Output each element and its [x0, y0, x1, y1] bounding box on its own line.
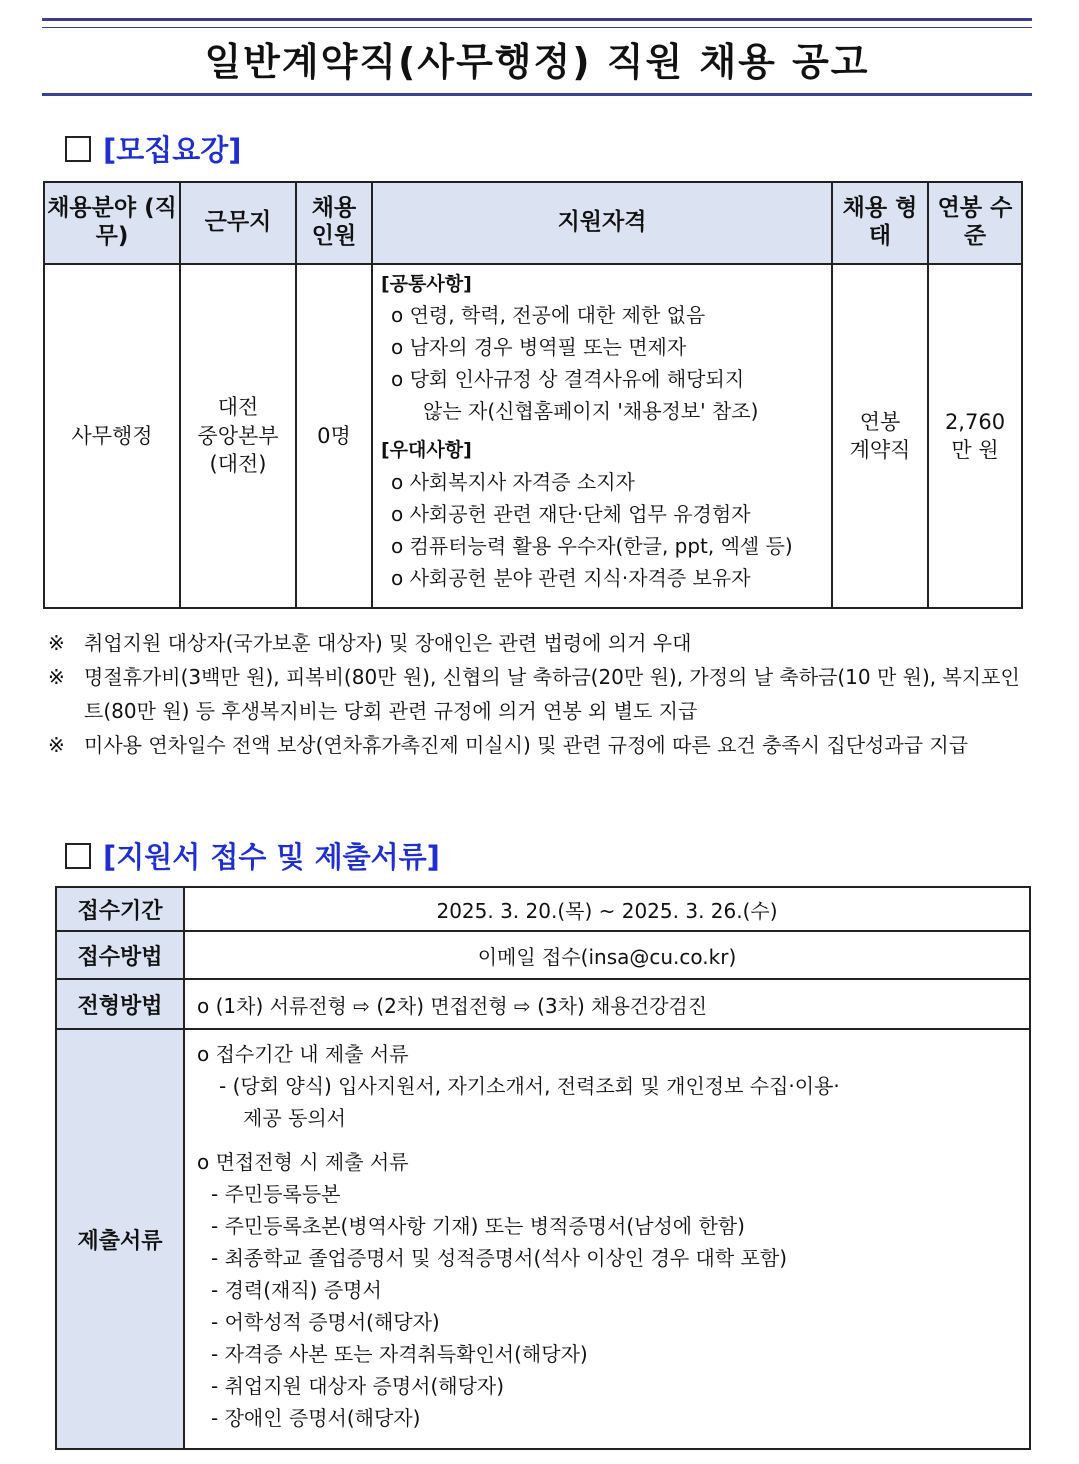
- common-heading: [공통사항]: [381, 273, 472, 295]
- notes-block: [48, 626, 1038, 762]
- process-value: o (1차) 서류전형 ⇨ (2차) 면접전형 ⇨ (3차) 채용건강검진: [184, 979, 1030, 1029]
- list-item: o 남자의 경우 병역필 또는 면제자: [391, 335, 687, 360]
- section-recruitment-title: [모집요강]: [103, 133, 242, 167]
- list-item-continuation: 제공 동의서: [243, 1106, 346, 1130]
- table-row: [56, 979, 1030, 1029]
- list-item: - 어학성적 증명서(해당자): [211, 1310, 440, 1334]
- recruitment-table-header: [44, 182, 1022, 264]
- docs-content: [184, 1029, 1030, 1449]
- cell-type: [832, 264, 928, 608]
- period-value: 2025. 3. 20.(목) ~ 2025. 3. 26.(수): [184, 887, 1030, 931]
- checkbox-square-icon: [65, 136, 91, 162]
- salary-line: 2,760: [944, 409, 1006, 434]
- type-line: 연봉: [859, 409, 901, 434]
- list-item: - 장애인 증명서(해당자): [211, 1406, 421, 1430]
- note-text: 미사용 연차일수 전액 보상(연차휴가촉진제 미실시) 및 관련 규정에 따른 요건 충족시 집단성과급 지급: [84, 733, 969, 757]
- location-line: (대전): [209, 452, 267, 477]
- method-label: 접수방법: [56, 931, 184, 979]
- application-table: [55, 886, 1031, 1450]
- note-item: [48, 728, 1038, 762]
- location-line: 중앙본부: [197, 423, 279, 448]
- note-item: [48, 660, 1038, 728]
- list-item: o 사회복지사 자격증 소지자: [391, 469, 635, 494]
- header-field: 채용분야 (직무): [44, 182, 180, 264]
- list-item: - 자격증 사본 또는 자격취득확인서(해당자): [211, 1342, 588, 1366]
- note-text: 취업지원 대상자(국가보훈 대상자) 및 장애인은 관련 법령에 의거 우대: [84, 631, 692, 655]
- header-location: 근무지: [180, 182, 296, 264]
- section-application-title: [지원서 접수 및 제출서류]: [103, 840, 440, 874]
- list-item-continuation: 않는 자(신협홈페이지 '채용정보' 참조): [423, 399, 759, 424]
- section-recruitment-heading: [65, 128, 242, 169]
- title-banner: [42, 18, 1032, 96]
- page-title: 일반계약직(사무행정) 직원 채용 공고: [204, 40, 870, 84]
- preference-heading: [우대사항]: [381, 439, 472, 462]
- header-salary: 연봉 수준: [928, 182, 1022, 264]
- section-application-heading: [65, 835, 440, 876]
- process-label: 전형방법: [56, 979, 184, 1029]
- header-qualification: 지원자격: [372, 182, 832, 264]
- reference-mark: ※: [48, 665, 65, 689]
- list-item: o 연령, 학력, 전공에 대한 제한 없음: [391, 303, 706, 328]
- recruitment-table: [43, 181, 1023, 609]
- docs-heading: o 접수기간 내 제출 서류: [197, 1042, 409, 1066]
- type-line: 계약직: [849, 438, 911, 462]
- table-row: [56, 1029, 1030, 1449]
- list-item: o 당회 인사규정 상 결격사유에 해당되지: [391, 367, 745, 392]
- table-row: [56, 931, 1030, 979]
- reference-mark: ※: [48, 733, 65, 757]
- checkbox-square-icon: [65, 843, 91, 869]
- table-row: [56, 887, 1030, 931]
- table-row: [44, 264, 1022, 608]
- note-item: [48, 626, 1038, 660]
- docs-heading: o 면접전형 시 제출 서류: [197, 1150, 409, 1174]
- reference-mark: ※: [48, 631, 65, 655]
- list-item: - 경력(재직) 증명서: [211, 1278, 382, 1302]
- list-item: - (당회 양식) 입사지원서, 자기소개서, 전력조회 및 개인정보 수집·이용·: [219, 1074, 840, 1098]
- cell-salary: [928, 264, 1022, 608]
- list-item: o 컴퓨터능력 활용 우수자(한글, ppt, 엑셀 등): [391, 533, 793, 558]
- period-label: 접수기간: [56, 887, 184, 931]
- cell-location: [180, 264, 296, 608]
- docs-label: 제출서류: [56, 1029, 184, 1449]
- method-value: 이메일 접수(insa@cu.co.kr): [184, 931, 1030, 979]
- list-item: - 주민등록초본(병역사항 기재) 또는 병적증명서(남성에 한함): [211, 1214, 745, 1238]
- cell-headcount: 0명: [296, 264, 372, 608]
- list-item: - 주민등록등본: [211, 1182, 341, 1206]
- header-type: 채용 형태: [832, 182, 928, 264]
- cell-qualification: [372, 264, 832, 608]
- header-headcount: 채용 인원: [296, 182, 372, 264]
- location-line: 대전: [217, 395, 259, 420]
- list-item: o 사회공헌 관련 재단·단체 업무 유경험자: [391, 501, 751, 526]
- note-text: 명절휴가비(3백만 원), 피복비(80만 원), 신협의 날 축하금(20만 원), 가정의 날 축하금(10 만 원), 복지포인트(80만 원) 등 후생복지비는 당회 관련 규정에 의거 연봉 외 별도 지급: [84, 665, 1020, 723]
- list-item: - 최종학교 졸업증명서 및 성적증명서(석사 이상인 경우 대학 포함): [211, 1246, 788, 1270]
- list-item: o 사회공헌 분야 관련 지식·자격증 보유자: [391, 565, 751, 590]
- salary-line: 만 원: [951, 438, 999, 462]
- cell-field: 사무행정: [44, 264, 180, 608]
- list-item: - 취업지원 대상자 증명서(해당자): [211, 1374, 505, 1398]
